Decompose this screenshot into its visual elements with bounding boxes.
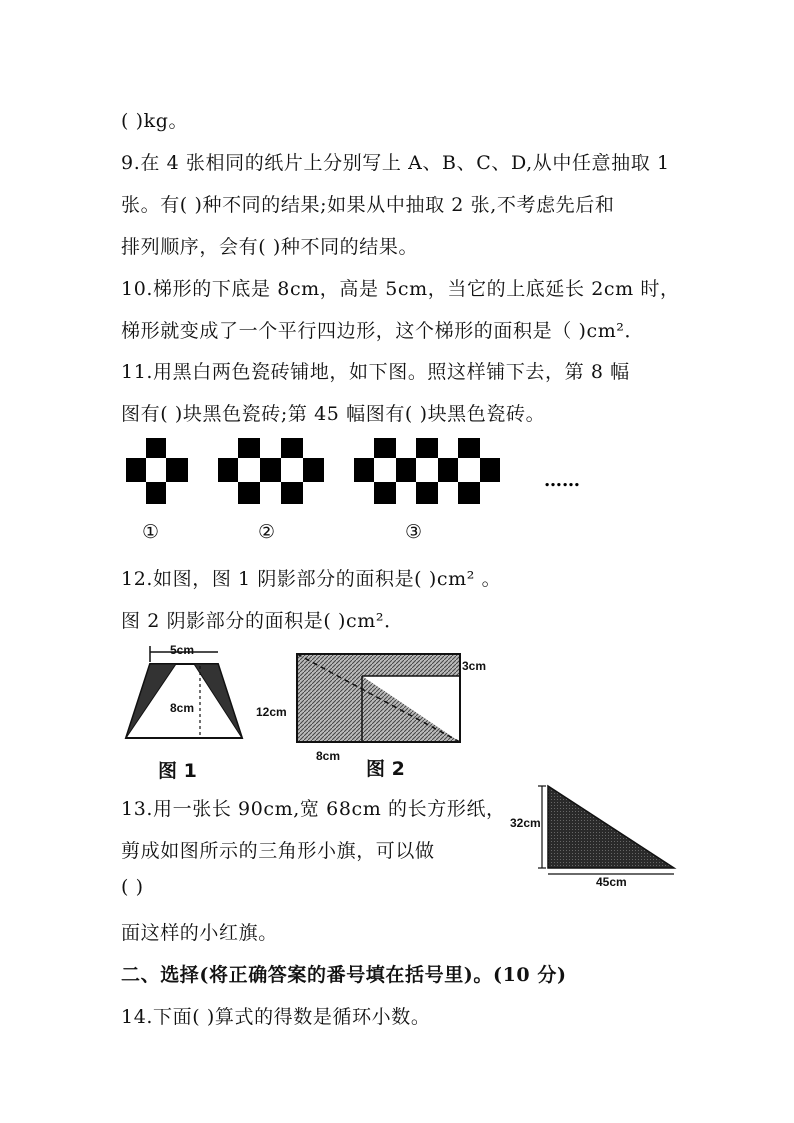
fig2-bottom-label: 8cm — [316, 749, 341, 763]
fig1-height-label: 8cm — [170, 701, 195, 715]
question-11-line-1: 11.用黑白两色瓷砖铺地，如下图。照这样铺下去，第 8 幅 — [121, 361, 630, 383]
flag-height-label: 32cm — [510, 816, 541, 830]
fig1-top-label: 5cm — [170, 643, 195, 657]
question-13-line-2: 剪成如图所示的三角形小旗，可以做 — [121, 840, 435, 862]
flag-triangle-figure — [508, 780, 680, 890]
tile-label-3: ③ — [405, 521, 423, 543]
figure-2-rectangle — [252, 648, 502, 770]
question-14-line: 14.下面( )算式的得数是循环小数。 — [121, 1006, 431, 1028]
question-11-line-2: 图有( )块黑色瓷砖;第 45 幅图有( )块黑色瓷砖。 — [121, 403, 546, 425]
tile-ellipsis: …… — [544, 470, 580, 491]
figure-1-caption: 图 1 — [158, 760, 197, 782]
question-13-line-3: ( ) — [121, 876, 144, 898]
section-2-heading: 二、选择(将正确答案的番号填在括号里)。(10 分) — [121, 964, 567, 986]
fig2-side-label: 3cm — [462, 659, 487, 673]
figure-1-trapezoid — [118, 640, 248, 750]
figure-2-caption: 图 2 — [366, 758, 405, 780]
flag-base-label: 45cm — [596, 875, 627, 889]
question-13-line-4: 面这样的小红旗。 — [121, 922, 278, 944]
tile-figure-3 — [354, 438, 500, 504]
question-9-line-1: 9.在 4 张相同的纸片上分别写上 A、B、C、D,从中任意抽取 1 — [121, 152, 670, 174]
tile-figure-1 — [126, 438, 188, 504]
tile-pattern-figures — [126, 438, 606, 508]
question-9-line-3: 排列顺序，会有( )种不同的结果。 — [121, 236, 419, 258]
question-12-line-1: 12.如图，图 1 阴影部分的面积是( )cm² 。 — [121, 568, 502, 590]
question-10-line-2: 梯形就变成了一个平行四边形，这个梯形的面积是（ )cm²． — [121, 320, 645, 342]
tile-figure-2 — [218, 438, 324, 504]
question-12-line-2: 图 2 阴影部分的面积是( )cm²． — [121, 610, 404, 632]
tile-label-1: ① — [142, 521, 160, 543]
question-9-line-2: 张。有( )种不同的结果;如果从中抽取 2 张,不考虑先后和 — [121, 194, 615, 216]
question-10-line-1: 10.梯形的下底是 8cm，高是 5cm，当它的上底延长 2cm 时， — [121, 278, 680, 300]
question-13-line-1: 13.用一张长 90cm,宽 68cm 的长方形纸， — [121, 798, 506, 820]
text-line-kg: ( )kg。 — [121, 110, 189, 132]
tile-label-2: ② — [258, 521, 276, 543]
fig2-height-label: 12cm — [256, 705, 287, 719]
